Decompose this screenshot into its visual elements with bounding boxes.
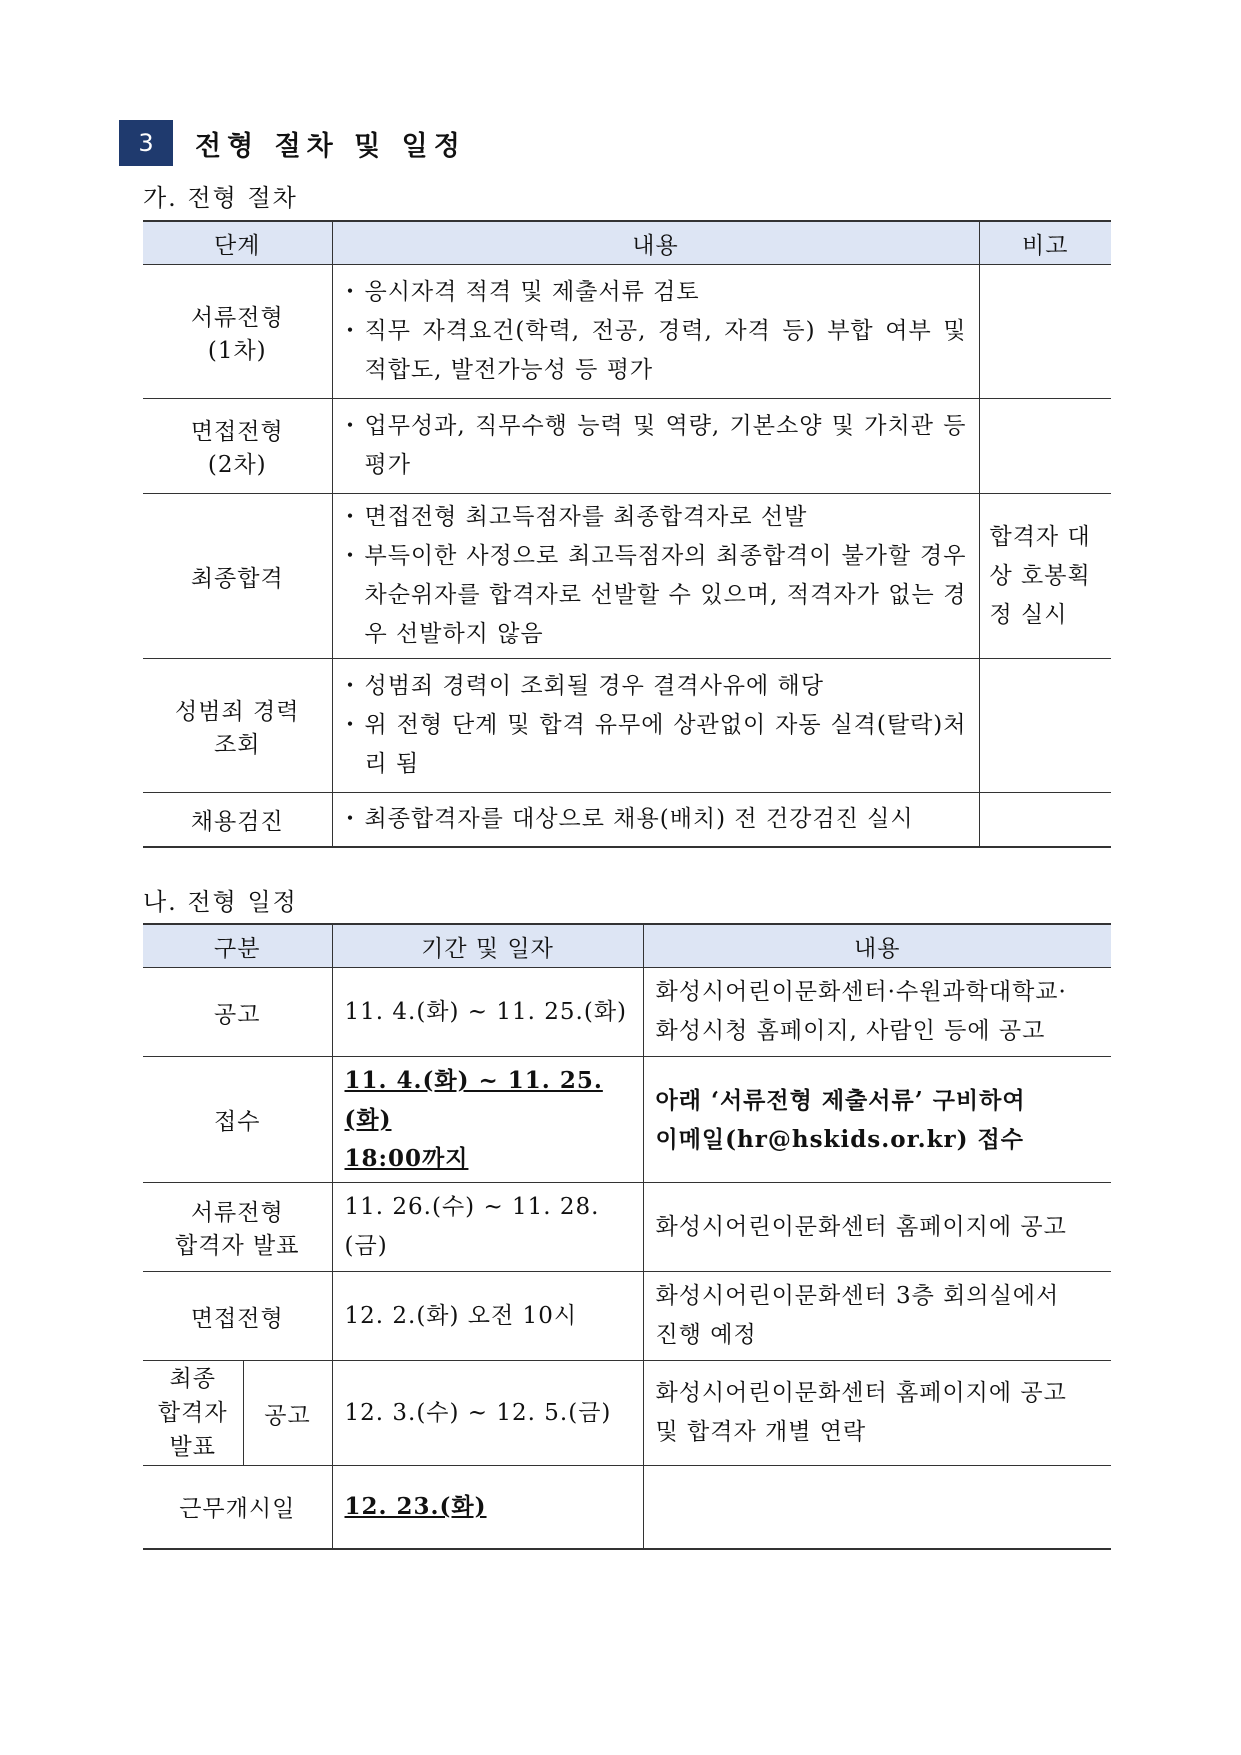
period-cell: 12. 2.(화) 오전 10시	[332, 1272, 643, 1361]
note-cell	[979, 793, 1111, 847]
table-row	[143, 659, 1111, 793]
header-category: 구분	[143, 924, 332, 968]
stage-cell: 채용검진	[143, 793, 332, 847]
procedure-header-row	[143, 221, 1111, 265]
list-item: ・ 응시자격 적격 및 제출서류 검토	[345, 273, 967, 312]
content-cell	[332, 494, 979, 659]
schedule-header-row	[143, 924, 1111, 968]
stage-cell: 서류전형 (1차)	[143, 265, 332, 399]
stage-cell: 면접전형 (2차)	[143, 399, 332, 494]
category-cell: 공고	[143, 968, 332, 1057]
category-cell: 최종 합격자 발표	[143, 1361, 243, 1466]
period-cell: 12. 23.(화)	[332, 1466, 643, 1549]
section-title: 전형 절차 및 일정	[195, 130, 466, 162]
period-cell: 11. 4.(화) ~ 11. 25.(화) 18:00까지	[332, 1057, 643, 1183]
content-cell	[332, 265, 979, 399]
section-number: 3	[119, 120, 173, 166]
schedule-table	[143, 923, 1111, 1550]
category-cell: 근무개시일	[143, 1466, 332, 1549]
list-item: ・ 최종합격자를 대상으로 채용(배치) 전 건강검진 실시	[345, 800, 967, 839]
table-row	[143, 1057, 1111, 1183]
category-cell: 면접전형	[143, 1272, 332, 1361]
content-cell: 화성시어린이문화센터 홈페이지에 공고 및 합격자 개별 연락	[643, 1361, 1111, 1466]
table-row	[143, 968, 1111, 1057]
stage-cell: 최종합격	[143, 494, 332, 659]
content-cell	[332, 793, 979, 847]
header-content: 내용	[332, 221, 979, 265]
list-item: ・ 성범죄 경력이 조회될 경우 결격사유에 해당	[345, 667, 967, 706]
schedule-subtitle: 나. 전형 일정	[143, 888, 298, 916]
table-row	[143, 494, 1111, 659]
content-cell: 아래 ‘서류전형 제출서류’ 구비하여 이메일(hr@hskids.or.kr) 접수	[643, 1057, 1111, 1183]
table-row	[143, 1361, 1111, 1466]
category-cell: 서류전형 합격자 발표	[143, 1183, 332, 1272]
category-cell: 접수	[143, 1057, 332, 1183]
period-cell: 12. 3.(수) ~ 12. 5.(금)	[332, 1361, 643, 1466]
procedure-table	[143, 220, 1111, 848]
table-row	[143, 265, 1111, 399]
list-item: ・ 업무성과, 직무수행 능력 및 역량, 기본소양 및 가치관 등 평가	[345, 407, 967, 485]
header-content: 내용	[643, 924, 1111, 968]
content-cell	[643, 1466, 1111, 1549]
content-cell	[332, 399, 979, 494]
header-period: 기간 및 일자	[332, 924, 643, 968]
table-row	[143, 1272, 1111, 1361]
header-note: 비고	[979, 221, 1111, 265]
note-cell	[979, 659, 1111, 793]
list-item: ・ 부득이한 사정으로 최고득점자의 최종합격이 불가할 경우 차순위자를 합격자로 선발할 수 있으며, 적격자가 없는 경우 선발하지 않음	[345, 537, 967, 654]
content-cell: 화성시어린이문화센터 홈페이지에 공고	[643, 1183, 1111, 1272]
list-item: ・ 면접전형 최고득점자를 최종합격자로 선발	[345, 498, 967, 537]
period-cell: 11. 4.(화) ~ 11. 25.(화)	[332, 968, 643, 1057]
stage-cell: 성범죄 경력 조회	[143, 659, 332, 793]
list-item: ・ 위 전형 단계 및 합격 유무에 상관없이 자동 실격(탈락)처리 됨	[345, 706, 967, 784]
procedure-subtitle: 가. 전형 절차	[143, 184, 298, 212]
note-cell	[979, 265, 1111, 399]
table-row	[143, 399, 1111, 494]
table-row	[143, 793, 1111, 847]
content-cell	[332, 659, 979, 793]
note-cell: 합격자 대상 호봉획정 실시	[979, 494, 1111, 659]
section-header	[119, 120, 466, 166]
content-cell: 화성시어린이문화센터·수원과학대학교· 화성시청 홈페이지, 사람인 등에 공고	[643, 968, 1111, 1057]
period-cell: 11. 26.(수) ~ 11. 28.(금)	[332, 1183, 643, 1272]
table-row	[143, 1466, 1111, 1549]
list-item: ・ 직무 자격요건(학력, 전공, 경력, 자격 등) 부합 여부 및 적합도, 발전가능성 등 평가	[345, 312, 967, 390]
header-stage: 단계	[143, 221, 332, 265]
table-row	[143, 1183, 1111, 1272]
note-cell	[979, 399, 1111, 494]
content-cell: 화성시어린이문화센터 3층 회의실에서 진행 예정	[643, 1272, 1111, 1361]
sub-category-cell: 공고	[243, 1361, 332, 1466]
